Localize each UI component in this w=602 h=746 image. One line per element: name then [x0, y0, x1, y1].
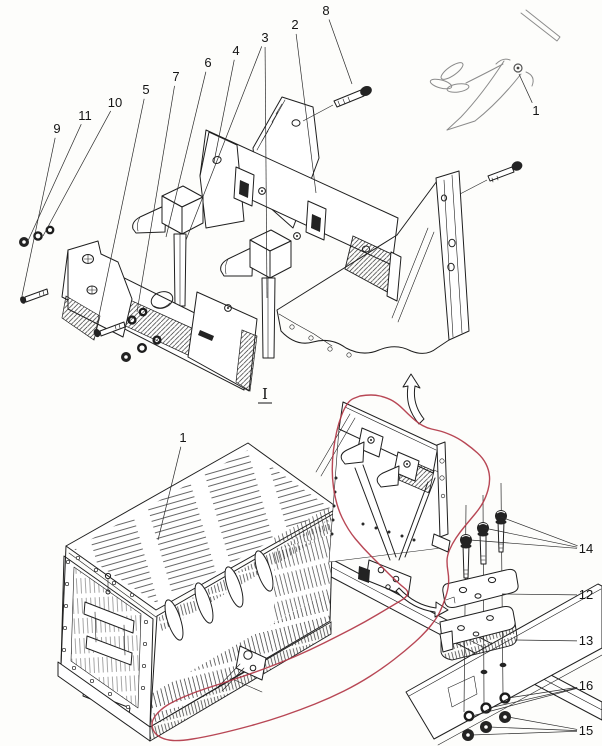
rotate-up-arrow-icon [403, 374, 424, 424]
callout-leader-14 [484, 528, 577, 547]
callout-label-9: 9 [53, 121, 61, 136]
callout-label-11: 11 [78, 108, 92, 123]
callout-label-1: 1 [532, 103, 540, 118]
callout-label-2: 2 [291, 17, 299, 32]
callout-label-1: 1 [179, 430, 187, 445]
callout-leader-12 [502, 594, 577, 595]
mounting-plate [443, 569, 518, 607]
callout-label-13: 13 [578, 633, 594, 648]
callout-label-6: 6 [204, 55, 212, 70]
callout-label-12: 12 [578, 587, 594, 602]
callout-label-7: 7 [172, 69, 180, 84]
callout-leader-15 [489, 727, 577, 731]
callout-label-4: 4 [232, 43, 240, 58]
callout-label-10: 10 [107, 95, 123, 110]
callout-label-5: 5 [142, 82, 150, 97]
callout-leader-1 [519, 74, 532, 103]
attachment-bolt-frame [460, 160, 524, 194]
equipment-box-installation-view [58, 374, 602, 745]
figure-label: I [262, 385, 268, 403]
aircraft-location-sketch [429, 10, 560, 130]
callout-label-8: 8 [322, 3, 330, 18]
callout-leader-15 [508, 717, 577, 729]
callout-label-15: 15 [578, 723, 594, 738]
callout-label-16: 16 [578, 678, 594, 693]
callout-leader-14 [501, 517, 578, 546]
callout-leader-8 [329, 19, 352, 84]
attachment-bolt-upper [303, 84, 373, 121]
callout-label-3: 3 [261, 30, 269, 45]
front-mount-exploded-view [19, 84, 524, 391]
callout-label-14: 14 [578, 541, 594, 556]
equipment-box [58, 443, 338, 741]
